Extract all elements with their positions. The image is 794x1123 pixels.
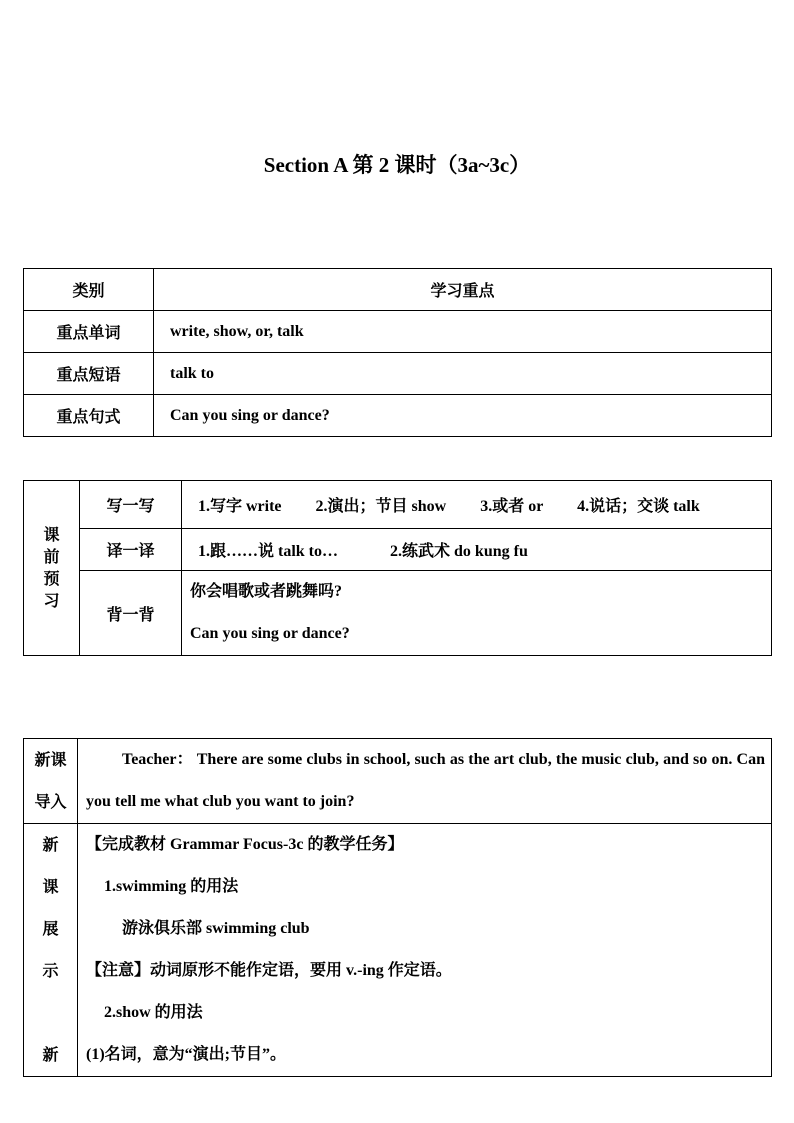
preview-table (23, 480, 772, 656)
lesson-table (23, 738, 772, 1077)
row-label-words: 重点单词 (24, 311, 154, 353)
show-line-noun: (1)名词，意为“演出;节目”。 (86, 1046, 286, 1063)
side-char: 课 (43, 525, 60, 544)
show-label-char (24, 992, 77, 1034)
recite-lines (182, 571, 772, 656)
side-char: 前 (43, 547, 60, 566)
recite-line-en: Can you sing or dance? (190, 625, 350, 642)
show-line-task: 【完成教材 Grammar Focus-3c 的教学任务】 (86, 836, 404, 853)
table-row (24, 311, 772, 353)
row-value-sentences: Can you sing or dance? (154, 395, 772, 437)
recite-line-cn: 你会唱歌或者跳舞吗? (190, 583, 343, 600)
intro-label-line: 导入 (34, 792, 67, 811)
show-label-char: 展 (42, 919, 59, 938)
intro-label-line: 新课 (34, 750, 67, 769)
row-value-words: write, show, or, talk (154, 311, 772, 353)
intro-label (24, 739, 78, 824)
table-row (24, 395, 772, 437)
row-label-sentences: 重点句式 (24, 395, 154, 437)
table-header-row (24, 269, 772, 311)
show-line-show-usage: 2.show 的用法 (104, 1004, 203, 1021)
preview-row-write (24, 481, 772, 529)
row-label-phrases: 重点短语 (24, 353, 154, 395)
show-line-swimming: 1.swimming 的用法 (104, 878, 239, 895)
side-char: 习 (43, 591, 60, 610)
show-label-char: 新 (42, 835, 59, 854)
translate-label: 译一译 (80, 529, 182, 571)
show-line-swimming-club: 游泳俱乐部 swimming club (122, 920, 310, 937)
write-item: 4.说话；交谈 talk (577, 498, 700, 515)
show-content (78, 824, 772, 1077)
write-item: 2.演出；节目 show (315, 498, 447, 515)
show-label (24, 824, 78, 1077)
preview-side-label (24, 481, 80, 656)
intro-text (78, 739, 772, 824)
lesson-row-intro (24, 739, 772, 824)
show-label-char: 示 (42, 961, 59, 980)
show-label-char: 课 (42, 877, 59, 896)
intro-paragraph: Teacher： There are some clubs in school, such as the art club, the music club, and so on. Can you tell me what club you want to join? (86, 751, 765, 810)
write-item: 3.或者 or (480, 498, 544, 515)
row-value-phrases: talk to (154, 353, 772, 395)
write-items (182, 481, 772, 529)
recite-label: 背一背 (80, 571, 182, 656)
header-category: 类别 (24, 269, 154, 311)
study-focus-table (23, 268, 772, 437)
translate-items (182, 529, 772, 571)
translate-item: 1.跟……说 talk to… (198, 543, 339, 560)
show-line-note: 【注意】动词原形不能作定语，要用 v.-ing 作定语。 (86, 962, 452, 979)
header-focus: 学习重点 (154, 269, 772, 311)
preview-row-recite (24, 571, 772, 656)
table-row (24, 353, 772, 395)
write-label: 写一写 (80, 481, 182, 529)
show-label-char: 新 (42, 1045, 59, 1064)
page-title: Section A 第 2 课时（3a~3c） (263, 153, 531, 177)
translate-item: 2.练武术 do kung fu (390, 543, 528, 560)
preview-row-translate (24, 529, 772, 571)
lesson-row-show (24, 824, 772, 1077)
write-item: 1.写字 write (198, 498, 282, 515)
side-char: 预 (43, 569, 60, 588)
